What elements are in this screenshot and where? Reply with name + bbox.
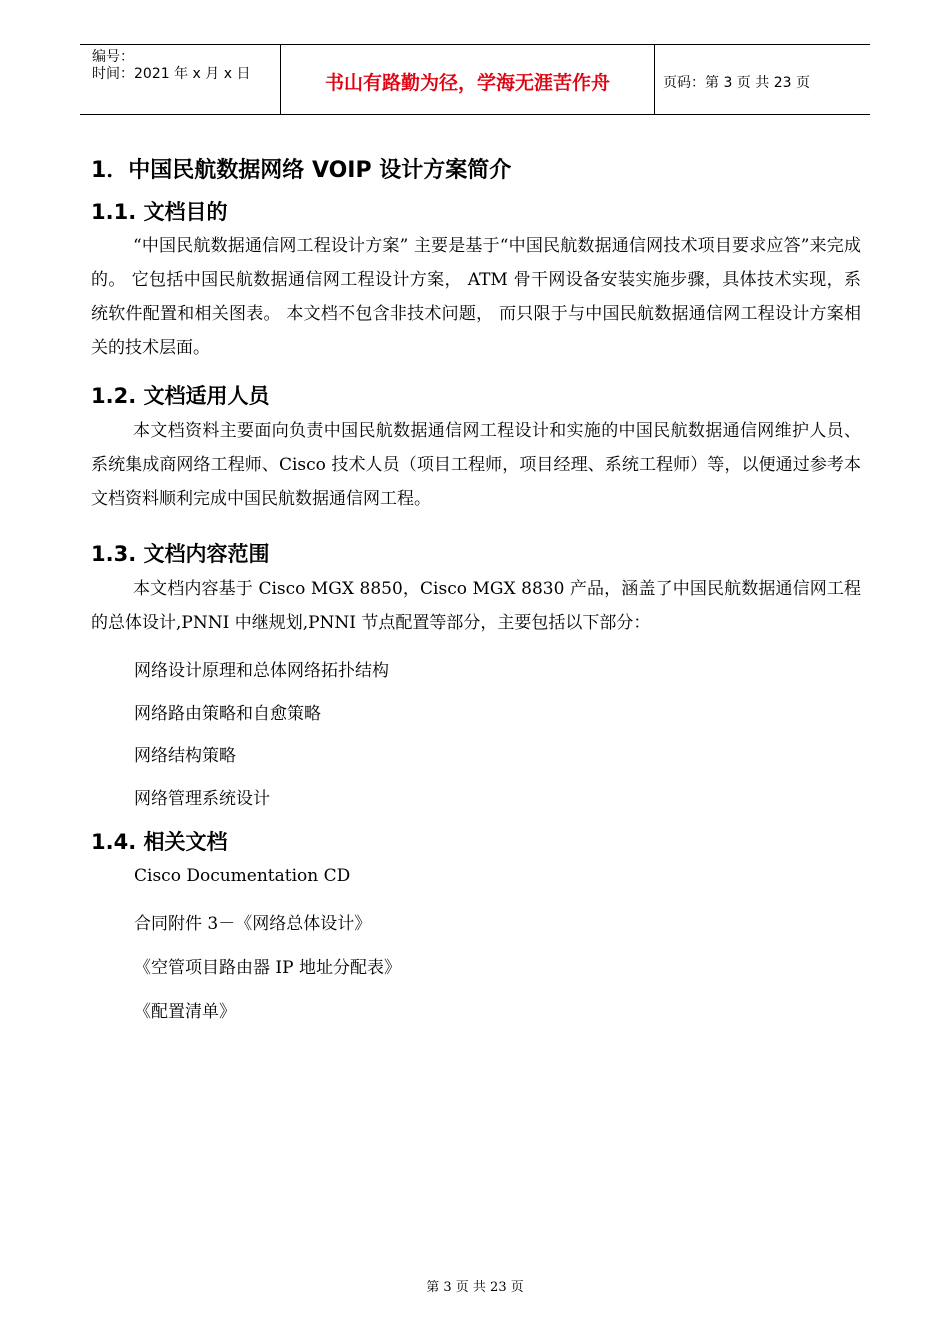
list-item: 《配置清单》 — [134, 1002, 236, 1022]
header-meta — [80, 45, 281, 114]
page-header — [80, 44, 870, 115]
document-number: 编号： — [92, 49, 134, 65]
document-date: 时间：2021 年 x 月 x 日 — [92, 66, 251, 82]
list-item: 网络管理系统设计 — [134, 789, 270, 809]
section-heading-audience: 1.2. 文档适用人员 — [91, 384, 270, 408]
list-item: 《空管项目路由器 IP 地址分配表》 — [134, 958, 401, 978]
list-item: 网络设计原理和总体网络拓扑结构 — [134, 661, 389, 681]
header-motto: 书山有路勤为径，学海无涯苦作舟 — [281, 45, 655, 114]
section-paragraph-audience: 本文档资料主要面向负责中国民航数据通信网工程设计和实施的中国民航数据通信网维护人员、系统集成商网络工程师、Cisco 技术人员（项目工程师，项目经理、系统工程师）等，以便通过参考本文档资料顺利完成中国民航数据通信网工程。 — [91, 421, 861, 509]
list-item: 网络路由策略和自愈策略 — [134, 704, 321, 724]
list-item: 合同附件 3－《网络总体设计》 — [134, 914, 372, 934]
chapter-title: 1．中国民航数据网络 VOIP 设计方案简介 — [91, 158, 512, 183]
section-heading-related: 1.4. 相关文档 — [91, 830, 228, 854]
header-page-info: 页码：第 3 页 共 23 页 — [663, 74, 810, 91]
list-item: Cisco Documentation CD — [134, 866, 351, 886]
section-heading-purpose: 1.1. 文档目的 — [91, 200, 228, 224]
page-footer: 第 3 页 共 23 页 — [426, 1280, 524, 1295]
section-paragraph-purpose: “中国民航数据通信网工程设计方案” 主要是基于“中国民航数据通信网技术项目要求应答”来完成的。 它包括中国民航数据通信网工程设计方案， ATM 骨干网设备安装实施步骤，具体技术实现，系统软件配置和相关图表。 本文档不包含非技术问题， 而只限于与中国民航数据通信网工程设计方案相关的技术层面。 — [91, 236, 861, 358]
list-item: 网络结构策略 — [134, 746, 236, 766]
section-heading-scope: 1.3. 文档内容范围 — [91, 542, 270, 566]
section-paragraph-scope: 本文档内容基于 Cisco MGX 8850，Cisco MGX 8830 产品，涵盖了中国民航数据通信网工程的总体设计,PNNI 中继规划,PNNI 节点配置等部分，主要包括以下部分： — [91, 579, 861, 633]
